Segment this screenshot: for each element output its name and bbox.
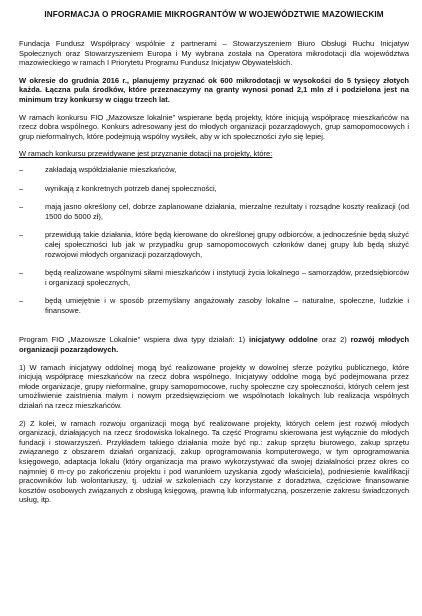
action-type-grassroots: inicjatywy oddolne — [248, 335, 318, 345]
list-item-text: będą umiejętnie i w sposób przemyślany angażowały zasoby lokalne – naturalne, społeczne, ludzkie i finansowe. — [45, 296, 409, 315]
list-item-text: przewidują takie działania, które będą kierowane do określonej grupy odbiorców, a jednocześnie będą służyć całej społeczności lub jak w przypadku grup samopomocowych członków danej grupy lub będą służyć rozwojowi młodych organizacji pozarządowych, — [45, 230, 409, 259]
action-types-mid: oraz 2) — [321, 335, 347, 345]
list-item — [19, 268, 409, 287]
list-item — [19, 296, 409, 315]
project-criteria-heading: W ramach konkursu przewidywane jest przyznanie dotacji na projekty, które: — [19, 149, 273, 159]
list-item-text: będą realizowane wspólnymi siłami mieszkańców i instytucji życia lokalnego – samorządów, przedsiębiorców i organizacji społecznych, — [45, 268, 409, 287]
document-title: INFORMACJA O PROGRAMIE MIKROGRANTÓW W WOJEWÓDZTWIE MAZOWIECKIM — [44, 10, 384, 19]
action-types-lead: Program FIO „Mazowsze Lokalnie” wspiera dwa typy działań: 1) — [19, 335, 246, 345]
list-item-text: zakładają współdziałanie mieszkańców, — [45, 164, 177, 174]
dash-marker: – — [19, 296, 24, 306]
list-item — [19, 184, 409, 194]
grassroots-paragraph: 1) W ramach inicjatywy oddolnej mogą być realizowane projekty w dowolnej sferze pożytku publicznego, które inicjują współpracę mieszkańców na rzecz dobra wspólnego. Inicjatywy oddolne mogą być podejmowana przez młode organizacje, grupy nieformalne, grupy samopomocowe, ruchy społeczne czy społeczności, których celem jest umożliwienie zaistnienia małym i nowym przedsięwzięciom we wspólnotach lokalnych lub realizacja wspólnych działań na rzecz mieszkańców. — [19, 362, 409, 411]
list-item — [19, 202, 409, 221]
dash-marker: – — [19, 183, 24, 193]
development-paragraph: 2) Z kolei, w ramach rozwoju organizacji mogą być realizowane projekty, których celem jest rozwój młodych organizacji, działających na rzecz środowiska lokalnego. Ta część Programu skierowana jest wyłącznie do młodych fundacji i stowarzyszeń. Przykładem takiego działania może być np.: zakup sprzętu biurowego, zakup sprzętu związanego z obszarem działań organizacji, zakup oprogramowania komputerowego, w tym oprogramowania księgowego, adaptacja lokalu (który organizacja ma prawo wykorzystywać dla swojej działalności przez okres co najmniej 6 m-cy po zakończeniu projektu i pod warunkiem uzyskania zgody właściciela), podniesienie kwalifikacji pracowników lub wolontariuszy, tj. udział w szkoleniach czy korzystanie z doradztwa, częściowe finansowanie kosztów osobowych związanych z obsługą księgową, prawną lub informatyczną, poszerzenie zakresu świadczonych usług, itp. — [19, 418, 409, 505]
list-item-text: wynikają z konkretnych potrzeb danej społeczności, — [45, 183, 217, 193]
project-criteria-list — [19, 165, 409, 316]
contest-description-paragraph: W ramach konkursu FIO „Mazowsze lokalnie” wspierane będą projekty, które inicjują współpracę mieszkańców na rzecz dobra wspólnego. Konkurs adresowany jest do młodych organizacji pozarządowych, grup samopomocowych i grup nieformalnych, które podejmują wspólny wysiłek, aby w ich społeczności żyło się lepiej. — [19, 112, 409, 141]
dash-marker: – — [19, 202, 24, 212]
intro-paragraph: Fundacja Fundusz Współpracy wspólnie z partnerami – Stowarzyszeniem Biuro Obsługi Ruchu Inicjatyw Społecznych oraz Stowarzyszeniem Europa i My wybrana została na Operatora mikrodotacji dla województwa mazowieckiego w ramach I Priorytetu Programu Fundusz Inicjatyw Obywatelskich. — [19, 39, 409, 68]
action-type-development: rozwój młodych organizacji pozarządowych. — [19, 335, 410, 355]
list-item — [19, 230, 409, 259]
dash-marker: – — [19, 230, 24, 240]
list-item-text: mają jasno określony cel, dobrze zaplanowane działania, mierzalne rezultaty i rozsądne koszty realizacji (od 1500 do 5000 zł), — [45, 202, 409, 221]
list-item — [19, 165, 409, 175]
action-types-paragraph — [19, 335, 409, 354]
funding-paragraph: W okresie do grudnia 2016 r., planujemy przyznać ok 600 mikrodotacji w wysokości do 5 tysięcy złotych każda. Łączna pula środków, które przeznaczymy na granty wynosi ponad 2,1 mln zł i podzielona jest na minimum trzy konkursy w ciągu trzech lat. — [19, 75, 409, 104]
dash-marker: – — [19, 164, 24, 174]
dash-marker: – — [19, 268, 24, 278]
